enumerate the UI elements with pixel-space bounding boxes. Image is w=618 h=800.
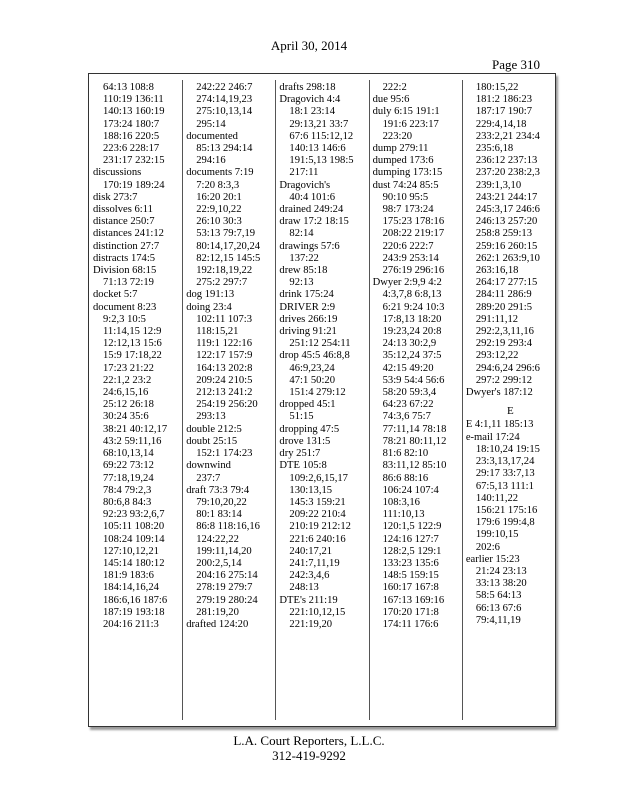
index-entry: doing 23:4 <box>186 301 232 313</box>
index-entry: 294:6,24 296:6 <box>475 362 540 374</box>
index-entry: 47:1 50:20 <box>289 374 336 386</box>
index-entry: dry 251:7 <box>279 448 321 460</box>
index-entry: 78:21 80:11,12 <box>382 435 447 447</box>
index-section-letter: E <box>507 405 514 418</box>
index-entry: 187:17 190:7 <box>475 106 533 118</box>
index-entry: 17:23 21:22 <box>103 362 154 374</box>
index-entry: 29:13,21 33:7 <box>289 118 349 130</box>
index-entry: 130:13,15 <box>289 484 333 496</box>
index-entry: 209:24 210:5 <box>196 374 253 386</box>
index-entry: 21:24 23:13 <box>475 565 527 577</box>
index-entry: Division 68:15 <box>93 265 157 277</box>
index-entry: 122:17 157:9 <box>196 350 253 362</box>
index-entry: dump 279:11 <box>372 143 429 155</box>
index-entry: 209:22 210:4 <box>289 509 346 521</box>
index-entry: 11:14,15 12:9 <box>103 326 162 338</box>
index-entry: 292:19 293:4 <box>475 338 533 350</box>
index-entry: distance 250:7 <box>93 216 155 228</box>
index-entry: 40:4 101:6 <box>289 191 336 203</box>
index-entry: 18:10,24 19:15 <box>475 443 540 455</box>
index-entry: 24:13 30:2,9 <box>382 338 437 350</box>
index-entry: 243:21 244:17 <box>475 191 538 203</box>
index-entry: 17:8,13 18:20 <box>382 313 442 325</box>
index-entry: 294:16 <box>196 155 226 167</box>
index-entry: 181:2 186:23 <box>475 94 533 106</box>
index-entry: 221:6 240:16 <box>289 533 346 545</box>
index-entry: 240:17,21 <box>289 545 333 557</box>
index-entry: E 4:1,11 185:13 <box>465 419 534 431</box>
index-entry: distracts 174:5 <box>93 252 156 264</box>
index-entry: 237:7 <box>196 472 221 484</box>
index-entry: 145:3 159:21 <box>289 496 346 508</box>
index-entry: 42:15 49:20 <box>382 362 434 374</box>
index-entry: 212:13 241:2 <box>196 387 253 399</box>
index-entry: 291:11,12 <box>475 313 519 325</box>
index-entry: 170:19 189:24 <box>103 179 165 191</box>
index-entry: 16:20 20:1 <box>196 191 242 203</box>
index-entry: 246:13 257:20 <box>475 216 538 228</box>
index-entry: 259:16 260:15 <box>475 240 538 252</box>
index-entry: 51:15 <box>289 411 314 423</box>
index-entry: drafts 298:18 <box>279 82 336 93</box>
index-entry: 258:8 259:13 <box>475 228 533 240</box>
index-entry: 124:22,22 <box>196 533 239 545</box>
index-entry: documents 7:19 <box>186 167 254 179</box>
index-entry: dropped 45:1 <box>279 399 336 411</box>
index-entry: DRIVER 2:9 <box>279 301 336 313</box>
index-entry: 58:20 59:3,4 <box>382 387 437 399</box>
index-entry: 199:10,15 <box>475 529 519 541</box>
index-entry: 140:13 146:6 <box>289 143 346 155</box>
index-entry: 18:1 23:14 <box>289 106 336 118</box>
index-entry: 199:11,14,20 <box>196 545 252 557</box>
index-entry: 78:4 79:2,3 <box>103 484 152 496</box>
index-entry: 223:6 228:17 <box>103 143 160 155</box>
index-entry: 262:1 263:9,10 <box>475 252 540 264</box>
index-entry: 248:13 <box>289 582 319 594</box>
index-column <box>369 74 462 726</box>
index-entry: 180:15,22 <box>475 82 519 93</box>
index-entry: 236:12 237:13 <box>475 155 538 167</box>
index-entry: dissolves 6:11 <box>93 204 153 216</box>
index-entry: 231:17 232:15 <box>103 155 165 167</box>
index-entry: dumping 173:15 <box>372 167 443 179</box>
index-entry: 4:3,7,8 6:8,13 <box>382 289 442 301</box>
index-entry: 98:7 173:24 <box>382 204 434 216</box>
index-entry: 85:13 294:14 <box>196 143 253 155</box>
index-entry: 241:7,11,19 <box>289 557 340 569</box>
index-entry: 81:6 82:10 <box>382 448 429 460</box>
index-entry: 38:21 40:12,17 <box>103 423 168 435</box>
index-entry: 35:12,24 37:5 <box>382 350 442 362</box>
index-entry: drink 175:24 <box>279 289 334 301</box>
index-entry: 217:11 <box>289 167 319 179</box>
index-entry: 191:6 223:17 <box>382 118 439 130</box>
index-entry: 179:6 199:4,8 <box>475 517 535 529</box>
index-entry: 242:3,4,6 <box>289 570 330 582</box>
index-entry: DTE's 211:19 <box>279 594 338 606</box>
index-entry: 200:2,5,14 <box>196 557 242 569</box>
index-column <box>182 74 275 726</box>
index-entry: 71:13 72:19 <box>103 277 154 289</box>
index-entry: Dwyer 2:9,9 4:2 <box>372 277 442 289</box>
index-entry: 284:11 286:9 <box>475 289 532 301</box>
index-entry: 208:22 219:17 <box>382 228 445 240</box>
index-entry: 186:6,16 187:6 <box>103 594 168 606</box>
index-entry: 263:16,18 <box>475 265 519 277</box>
index-entry: drained 249:24 <box>279 204 344 216</box>
index-entry: 245:3,17 246:6 <box>475 204 540 216</box>
index-entry: 43:2 59:11,16 <box>103 435 162 447</box>
index-entry: dust 74:24 85:5 <box>372 179 439 191</box>
index-entry: Dragovich 4:4 <box>279 94 341 106</box>
index-entry: 187:19 193:18 <box>103 606 165 618</box>
index-entry: 66:13 67:6 <box>475 602 522 614</box>
index-entry: docket 5:7 <box>93 289 138 301</box>
index-entry: 275:2 297:7 <box>196 277 248 289</box>
index-entry: 174:11 176:6 <box>382 618 439 630</box>
index-entry: documented <box>186 130 238 142</box>
index-entry: 164:13 202:8 <box>196 362 253 374</box>
footer-company: L.A. Court Reporters, L.L.C. <box>233 733 385 748</box>
index-entry: 281:19,20 <box>196 606 239 618</box>
index-entry: dog 191:13 <box>186 289 235 301</box>
index-entry: dropping 47:5 <box>279 423 340 435</box>
index-entry: 289:20 291:5 <box>475 301 533 313</box>
index-entry: earlier 15:23 <box>465 553 520 565</box>
index-entry: 192:18,19,22 <box>196 265 253 277</box>
index-entry: 82:12,15 145:5 <box>196 252 261 264</box>
page-number: Page 310 <box>491 57 540 72</box>
index-entry: 79:4,11,19 <box>475 614 521 626</box>
index-entry: 7:20 8:3,3 <box>196 179 240 191</box>
index-entry: 233:2,21 234:4 <box>475 130 540 142</box>
index-entry: 222:2 <box>382 82 407 93</box>
index-entry: doubt 25:15 <box>186 435 238 447</box>
index-entry: 6:21 9:24 10:3 <box>382 301 445 313</box>
index-entry: 292:2,3,11,16 <box>475 326 534 338</box>
index-entry: 128:2,5 129:1 <box>382 545 442 557</box>
index-entry: drop 45:5 46:8,8 <box>279 350 350 362</box>
index-entry: distances 241:12 <box>93 228 164 240</box>
index-entry: draft 73:3 79:4 <box>186 484 250 496</box>
index-entry: 15:9 17:18,22 <box>103 350 162 362</box>
index-entry: 184:14,16,24 <box>103 582 159 594</box>
index-entry: 254:19 256:20 <box>196 399 258 411</box>
index-entry: 74:3,6 75:7 <box>382 411 431 423</box>
index-entry: drew 85:18 <box>279 265 328 277</box>
index-entry: 148:5 159:15 <box>382 570 439 582</box>
index-entry: 86:6 88:16 <box>382 472 429 484</box>
index-entry: dumped 173:6 <box>372 155 434 167</box>
index-entry: 109:2,6,15,17 <box>289 472 348 484</box>
index-entry: 79:10,20,22 <box>196 496 247 508</box>
index-entry: 181:9 183:6 <box>103 570 154 582</box>
index-entry: drives 266:19 <box>279 313 338 325</box>
index-entry: 118:15,21 <box>196 326 239 338</box>
index-entry: 237:20 238:2,3 <box>475 167 540 179</box>
index-entry: 105:11 108:20 <box>103 521 165 533</box>
index-entry: 26:10 30:3 <box>196 216 242 228</box>
index-entry: drafted 124:20 <box>186 618 249 630</box>
index-entry: drove 131:5 <box>279 435 331 447</box>
index-entry: due 95:6 <box>372 94 410 106</box>
index-entry: Dwyer's 187:12 <box>465 387 533 399</box>
index-entry: 23:3,13,17,24 <box>475 456 535 468</box>
header-date: April 30, 2014 <box>270 38 348 53</box>
index-entry: disk 273:7 <box>93 191 138 203</box>
index-entry: 53:13 79:7,19 <box>196 228 256 240</box>
index-entry: 80:14,17,20,24 <box>196 240 261 252</box>
index-entry: 278:19 279:7 <box>196 582 253 594</box>
index-entry: discussions <box>93 167 142 179</box>
index-entry: 188:16 220:5 <box>103 130 160 142</box>
index-entry: 67:5,13 111:1 <box>475 480 534 492</box>
index-entry: 170:20 171:8 <box>382 606 439 618</box>
index-entry: 274:14,19,23 <box>196 94 253 106</box>
index-entry: 235:6,18 <box>475 143 514 155</box>
index-entry: 191:5,13 198:5 <box>289 155 354 167</box>
index-entry: 9:2,3 10:5 <box>103 313 146 325</box>
index-entry: 204:16 211:3 <box>103 618 159 630</box>
index-entry: 137:22 <box>289 252 319 264</box>
index-entry: 275:10,13,14 <box>196 106 253 118</box>
index-entry: driving 91:21 <box>279 326 337 338</box>
footer-phone: 312-419-9292 <box>272 748 346 763</box>
index-entry: 175:23 178:16 <box>382 216 445 228</box>
footer <box>0 733 618 763</box>
index-entry: 53:9 54:4 56:6 <box>382 374 445 386</box>
index-entry: 239:1,3,10 <box>475 179 522 191</box>
index-entry: 167:13 169:16 <box>382 594 445 606</box>
index-entry: 251:12 254:11 <box>289 338 351 350</box>
index-entry: 119:1 122:16 <box>196 338 253 350</box>
index-entry: 19:23,24 20:8 <box>382 326 442 338</box>
index-entry: 64:23 67:22 <box>382 399 434 411</box>
index-entry: 145:14 180:12 <box>103 557 165 569</box>
index-entry: 102:11 107:3 <box>196 313 253 325</box>
index-entry: 67:6 115:12,12 <box>289 130 354 142</box>
index-entry: 111:10,13 <box>382 509 425 521</box>
index-entry: 22:1,2 23:2 <box>103 374 152 386</box>
index-entry: DTE 105:8 <box>279 460 327 472</box>
index-entry: 33:13 38:20 <box>475 578 527 590</box>
index-entry: 29:17 33:7,13 <box>475 468 535 480</box>
index-entry: 229:4,14,18 <box>475 118 527 130</box>
index-entry: 133:23 135:6 <box>382 557 439 569</box>
index-frame <box>88 73 556 727</box>
index-entry: 106:24 107:4 <box>382 484 439 496</box>
index-entry: 223:20 <box>382 130 413 142</box>
index-entry: 293:12,22 <box>475 350 519 362</box>
index-entry: 108:24 109:14 <box>103 533 165 545</box>
index-entry: 86:8 118:16,16 <box>196 521 260 533</box>
index-entry: 297:2 299:12 <box>475 374 533 386</box>
index-entry: document 8:23 <box>93 301 157 313</box>
index-entry: 156:21 175:16 <box>475 504 538 516</box>
index-entry: 151:4 279:12 <box>289 387 346 399</box>
index-entry: 24:6,15,16 <box>103 387 149 399</box>
index-column <box>462 74 555 726</box>
index-entry: 82:14 <box>289 228 314 240</box>
index-entry: 295:14 <box>196 118 226 130</box>
index-entry: 221:10,12,15 <box>289 606 346 618</box>
index-entry: 92:23 93:2,6,7 <box>103 509 165 521</box>
index-entry: 108:3,16 <box>382 496 420 508</box>
index-entry: distinction 27:7 <box>93 240 160 252</box>
index-entry: 12:12,13 15:6 <box>103 338 162 350</box>
index-entry: 92:13 <box>289 277 314 289</box>
index-entry: 279:19 280:24 <box>196 594 258 606</box>
index-entry: 127:10,12,21 <box>103 545 159 557</box>
index-entry: 152:1 174:23 <box>196 448 253 460</box>
index-entry: 64:13 108:8 <box>103 82 154 93</box>
index-entry: 202:6 <box>475 541 500 553</box>
index-entry: duly 6:15 191:1 <box>372 106 440 118</box>
index-entry: 110:19 136:11 <box>103 94 164 106</box>
index-entry: 90:10 95:5 <box>382 191 429 203</box>
index-entry: draw 17:2 18:15 <box>279 216 349 228</box>
index-entry: 243:9 253:14 <box>382 252 439 264</box>
index-entry: 46:9,23,24 <box>289 362 335 374</box>
index-entry: 77:11,14 78:18 <box>382 423 447 435</box>
index-entry: 173:24 180:7 <box>103 118 160 130</box>
index-entry: drawings 57:6 <box>279 240 340 252</box>
index-entry: e-mail 17:24 <box>465 431 520 443</box>
index-entry: 80:1 83:14 <box>196 509 242 521</box>
index-entry: 120:1,5 122:9 <box>382 521 442 533</box>
index-column <box>275 74 368 726</box>
index-entry: 68:10,13,14 <box>103 448 154 460</box>
index-entry: 293:13 <box>196 411 226 423</box>
index-entry: 69:22 73:12 <box>103 460 154 472</box>
index-entry: downwind <box>186 460 231 472</box>
index-entry: 221:19,20 <box>289 618 333 630</box>
index-entry: 264:17 277:15 <box>475 277 538 289</box>
index-entry: 204:16 275:14 <box>196 570 258 582</box>
index-entry: 58:5 64:13 <box>475 590 522 602</box>
index-entry: 77:18,19,24 <box>103 472 154 484</box>
index-entry: 25:12 26:18 <box>103 399 154 411</box>
index-entry: 160:17 167:8 <box>382 582 439 594</box>
index-entry: 276:19 296:16 <box>382 265 445 277</box>
index-entry: 22:9,10,22 <box>196 204 242 216</box>
index-entry: 124:16 127:7 <box>382 533 439 545</box>
index-entry: 30:24 35:6 <box>103 411 149 423</box>
index-entry: 80:6,8 84:3 <box>103 496 152 508</box>
index-entry: double 212:5 <box>186 423 242 435</box>
index-entry: 220:6 222:7 <box>382 240 434 252</box>
index-entry: 140:13 160:19 <box>103 106 165 118</box>
index-entry: 83:11,12 85:10 <box>382 460 447 472</box>
index-entry: Dragovich's <box>279 179 331 191</box>
index-entry: 210:19 212:12 <box>289 521 351 533</box>
index-column <box>89 74 182 726</box>
index-entry: 242:22 246:7 <box>196 82 253 93</box>
index-entry: 140:11,22 <box>475 492 519 504</box>
